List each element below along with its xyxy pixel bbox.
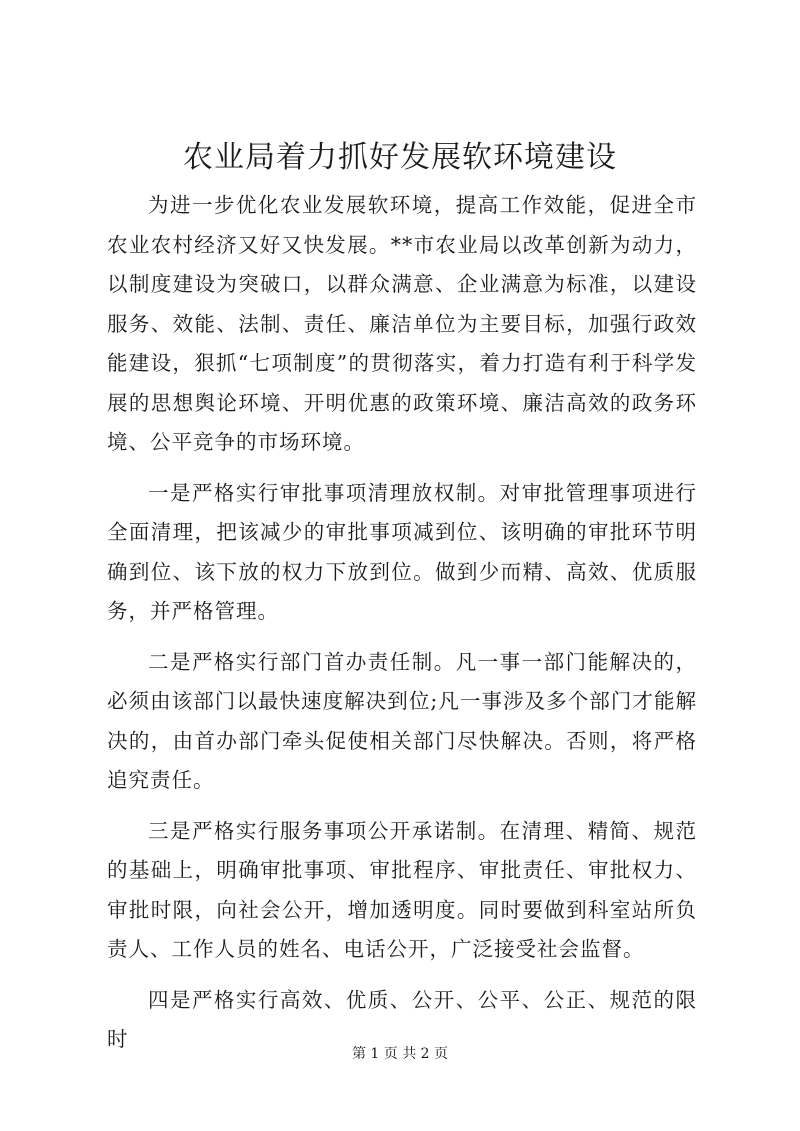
paragraph-item-4: 四是严格实行高效、优质、公开、公平、公正、规范的限时 bbox=[107, 987, 697, 1051]
paragraph-item-3: 三是严格实行服务事项公开承诺制。在清理、精简、规范的基础上，明确审批事项、审批程序、审批责任、审批权力、审批时限，向社会公开，增加透明度。同时要做到科室站所负责人、工作人员的姓名、电话公开，广泛接受社会监督。 bbox=[107, 818, 697, 961]
paragraph-item-1: 一是严格实行审批事项清理放权制。对审批管理事项进行全面清理，把该减少的审批事项减到位、该明确的审批环节明确到位、该下放的权力下放到位。做到少而精、高效、优质服务，并严格管理。 bbox=[107, 480, 697, 623]
paragraph-item-2: 二是严格实行部门首办责任制。凡一事一部门能解决的，必须由该部门以最快速度解决到位;凡一事涉及多个部门才能解决的，由首办部门牵头促使相关部门尽快解决。否则，将严格追究责任。 bbox=[107, 649, 697, 792]
document-body bbox=[107, 186, 697, 1071]
paragraph-intro: 为进一步优化农业发展软环境，提高工作效能，促进全市农业农村经济又好又快发展。**市农业局以改革创新为动力，以制度建设为突破口，以群众满意、企业满意为标准，以建设服务、效能、法制、责任、廉洁单位为主要目标，加强行政效能建设，狠抓“七项制度”的贯彻落实，着力打造有利于科学发展的思想舆论环境、开明优惠的政策环境、廉洁高效的政务环境、公平竞争的市场环境。 bbox=[107, 193, 697, 454]
page-number-footer: 第 1 页 共 2 页 bbox=[351, 1046, 449, 1062]
document-title: 农业局着力抓好发展软环境建设 bbox=[183, 140, 617, 175]
